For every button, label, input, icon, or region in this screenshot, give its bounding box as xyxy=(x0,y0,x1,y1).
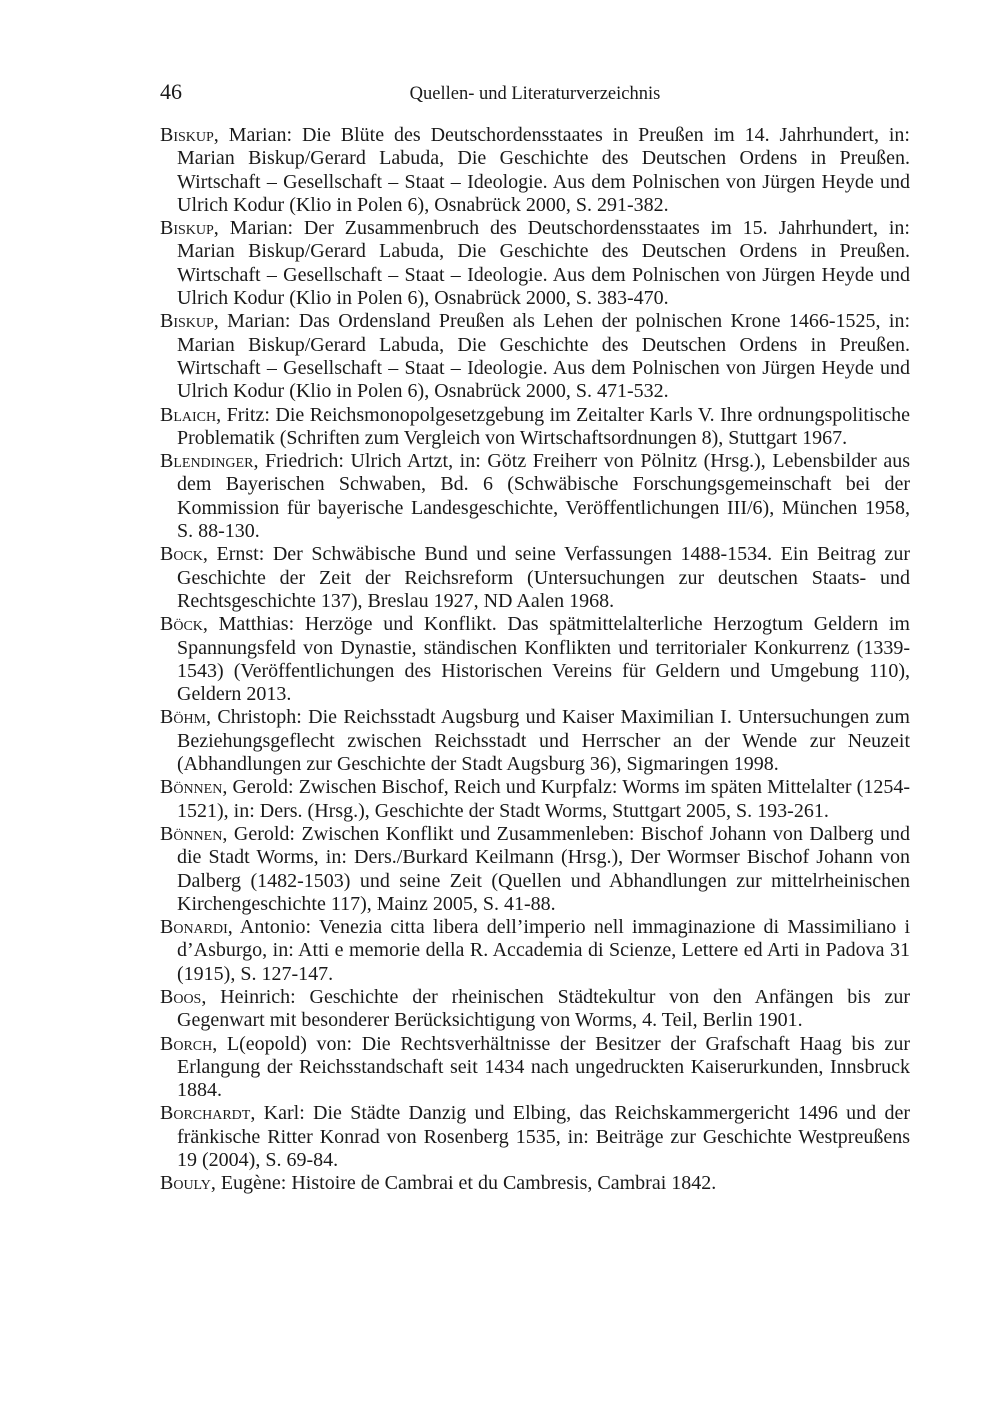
entry-text: , Marian: Der Zusammenbruch des Deutschordensstaates im 15. Jahrhundert, in: Marian Biskup/Gerard Labuda, Die Geschichte des Deutschen Ordens in Preußen. Wirtschaft – Gesellschaft – Staat – Ideologie. Aus dem Polnischen von Jürgen Heyde und Ulrich Kodur (Klio in Polen 6), Osnabrück 2000, S. 383-470. xyxy=(177,217,910,310)
bibliography-entry xyxy=(160,1102,910,1172)
entry-author: Bönnen xyxy=(160,822,223,845)
entry-author: Böck xyxy=(160,613,203,636)
bibliography-list xyxy=(160,124,910,1196)
entry-author: Bock xyxy=(160,543,203,566)
entry-text: , Heinrich: Geschichte der rheinischen Städtekultur von den Anfängen bis zur Gegenwart mit besonderer Berücksichtigung von Worms, 4. Teil, Berlin 1901. xyxy=(177,985,910,1032)
bibliography-entry xyxy=(160,217,910,310)
entry-text: , Karl: Die Städte Danzig und Elbing, das Reichskammergericht 1496 und der fränkische Ritter Konrad von Rosenberg 1535, in: Beiträge zur Geschichte Westpreußens 19 (2004), S. 69-84. xyxy=(177,1102,910,1172)
entry-text: , Ernst: Der Schwäbische Bund und seine Verfassungen 1488-1534. Ein Beitrag zur Geschichte der Zeit der Reichsreform (Untersuchungen zur deutschen Staats- und Rechtsgeschichte 137), Breslau 1927, ND Aalen 1968. xyxy=(177,543,910,612)
bibliography-entry xyxy=(160,986,910,1033)
bibliography-entry xyxy=(160,823,910,916)
entry-text: , Eugène: Histoire de Cambrai et du Cambresis, Cambrai 1842. xyxy=(210,1172,717,1195)
bibliography-entry xyxy=(160,310,910,403)
entry-text: , Christoph: Die Reichsstadt Augsburg und Kaiser Maximilian I. Untersuchungen zum Beziehungsgeflecht zwischen Reichsstadt und Herrscher an der Wende zur Neuzeit (Abhandlungen zur Geschichte der Stadt Augsburg 36), Sigmaringen 1998. xyxy=(177,706,910,776)
entry-author: Biskup xyxy=(160,217,214,240)
entry-author: Böhm xyxy=(160,706,207,729)
entry-author: Bonardi xyxy=(160,916,228,939)
bibliography-entry xyxy=(160,450,910,543)
entry-author: Bouly xyxy=(160,1172,211,1195)
bibliography-entry xyxy=(160,706,910,776)
entry-text: , Friedrich: Ulrich Artzt, in: Götz Freiherr von Pölnitz (Hrsg.), Lebensbilder aus dem Bayerischen Schwaben, Bd. 6 (Schwäbische Forschungsgemeinschaft bei der Kommission für bayerische Landesgeschichte, Veröffentlichungen III/6), München 1958, S. 88-130. xyxy=(177,450,910,543)
running-title: Quellen- und Literaturverzeichnis xyxy=(409,84,661,104)
entry-author: Boos xyxy=(160,985,202,1008)
entry-text: , Matthias: Herzöge und Konflikt. Das spätmittelalterliche Herzogtum Geldern im Spannungsfeld von Dynastie, ständischen Konflikten und territorialer Konkurrenz (1339-1543) (Veröffentlichungen des Historischen Vereins für Geldern und Umgebung 110), Geldern 2013. xyxy=(177,613,910,706)
page-number: 46 xyxy=(160,79,182,104)
entry-text: , Gerold: Zwischen Konflikt und Zusammenleben: Bischof Johann von Dalberg und die Stadt Worms, in: Ders./Burkard Keilmann (Hrsg.), Der Wormser Bischof Johann von Dalberg (1482-1503) und seine Zeit (Quellen und Abhandlungen zur mittelrheinischen Kirchengeschichte 117), Mainz 2005, S. 41-88. xyxy=(177,822,910,915)
bibliography-entry xyxy=(160,124,910,217)
entry-author: Blaich xyxy=(160,403,217,426)
entry-author: Biskup xyxy=(160,310,214,333)
bibliography-entry xyxy=(160,776,910,823)
bibliography-entry xyxy=(160,404,910,451)
entry-text: , Gerold: Zwischen Bischof, Reich und Kurpfalz: Worms im späten Mittelalter (1254-1521), in: Ders. (Hrsg.), Geschichte der Stadt Worms, Stuttgart 2005, S. 193-261. xyxy=(177,776,910,822)
entry-text: , Antonio: Venezia citta libera dell’imperio nell immaginazione di Massimiliano i d’Asburgo, in: Atti e memorie della R. Accademia di Scienze, Lettere ed Arti in Padova 31 (1915), S. 127-147. xyxy=(177,916,910,985)
entry-author: Blendinger xyxy=(160,450,254,473)
entry-text: , Marian: Die Blüte des Deutschordensstaates in Preußen im 14. Jahrhundert, in: Marian Biskup/Gerard Labuda, Die Geschichte des Deutschen Ordens in Preußen. Wirtschaft – Gesellschaft – Staat – Ideologie. Aus dem Polnischen von Jürgen Heyde und Ulrich Kodur (Klio in Polen 6), Osnabrück 2000, S. 291-382. xyxy=(177,124,910,216)
entry-text: , L(eopold) von: Die Rechtsverhältnisse der Besitzer der Grafschaft Haag bis zur Erlangung der Reichsstandschaft seit 1434 nach ungedruckten Kaiserurkunden, Innsbruck 1884. xyxy=(177,1032,910,1102)
bibliography-entry xyxy=(160,1172,910,1195)
entry-text: , Marian: Das Ordensland Preußen als Lehen der polnischen Krone 1466-1525, in: Marian Biskup/Gerard Labuda, Die Geschichte des Deutschen Ordens in Preußen. Wirtschaft – Gesellschaft – Staat – Ideologie. Aus dem Polnischen von Jürgen Heyde und Ulrich Kodur (Klio in Polen 6), Osnabrück 2000, S. 471-532. xyxy=(177,310,910,403)
bibliography-entry xyxy=(160,613,910,706)
bibliography-entry xyxy=(160,543,910,613)
entry-author: Bönnen xyxy=(160,776,223,799)
entry-text: , Fritz: Die Reichsmonopolgesetzgebung im Zeitalter Karls V. Ihre ordnungspolitische Problematik (Schriften zum Vergleich von Wirtschaftsordnungen 8), Stuttgart 1967. xyxy=(177,403,910,449)
page-header xyxy=(160,78,910,108)
bibliography-entry xyxy=(160,1033,910,1103)
entry-author: Borchardt xyxy=(160,1102,251,1125)
entry-author: Borch xyxy=(160,1032,213,1055)
entry-author: Biskup xyxy=(160,124,214,146)
bibliography-entry xyxy=(160,916,910,986)
